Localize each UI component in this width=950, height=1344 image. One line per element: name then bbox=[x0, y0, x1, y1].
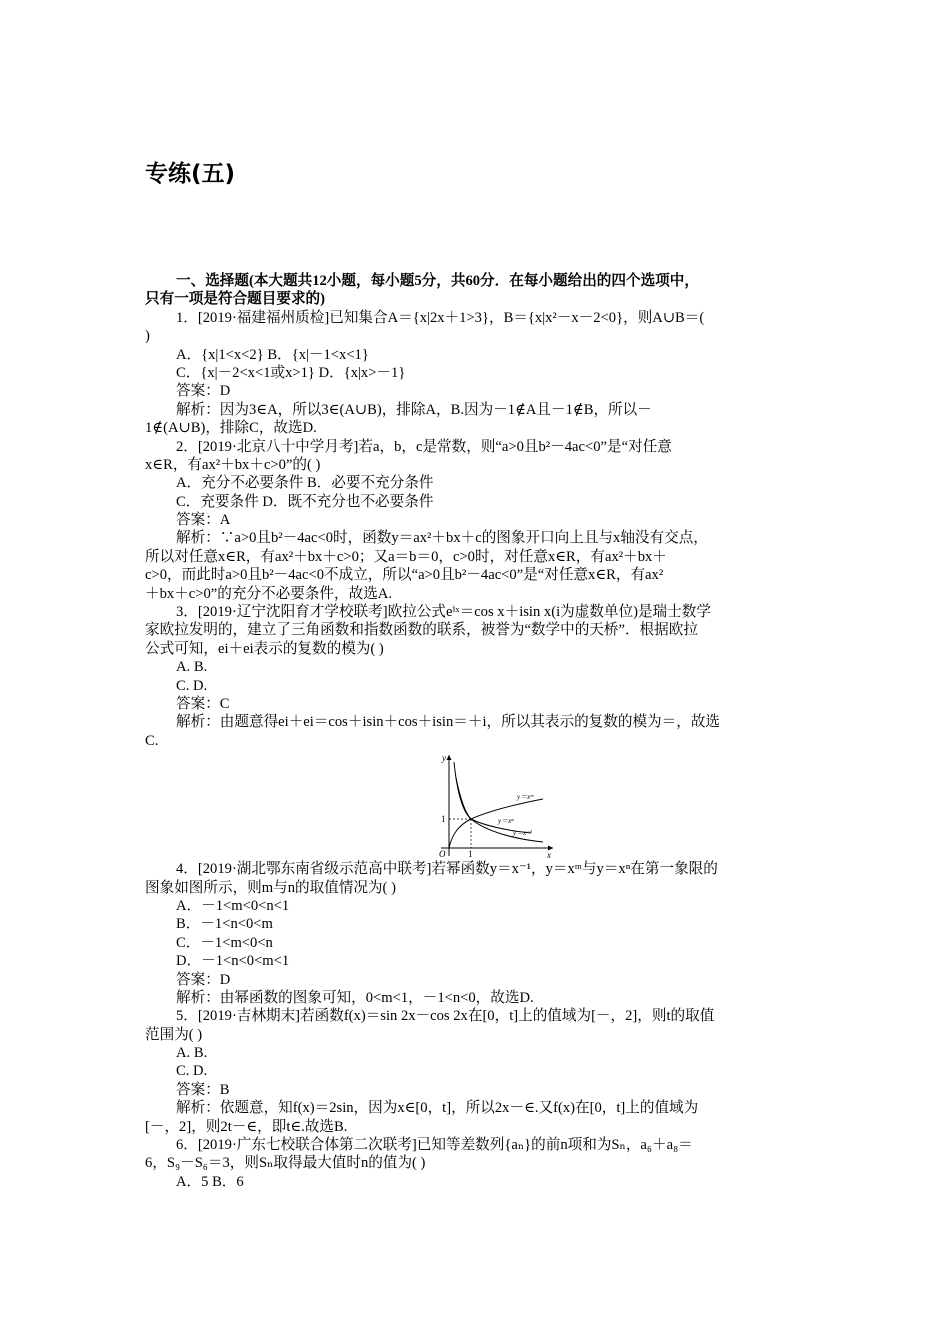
text-line: ＋bx＋c>0”的充分不必要条件，故选A. bbox=[145, 585, 392, 602]
text-line: 公式可知，ei＋ei表示的复数的模为( ) bbox=[145, 640, 384, 657]
text-line: C．－1<m<0<n bbox=[176, 934, 273, 951]
text-line: C．{x|－2<x<1或x>1} D．{x|x>－1} bbox=[176, 364, 406, 381]
text-line: A. B. bbox=[176, 659, 208, 676]
text-line: c>0，而此时a>0且b²－4ac<0不成立，所以“a>0且b²－4ac<0”是“对任意x∈R，有ax² bbox=[145, 567, 664, 584]
text-line: 解析：依题意，知f(x)＝2sin，因为x∈[0，t]，所以2x－∈.又f(x)在[0，t]上的值域为 bbox=[176, 1100, 699, 1117]
text-line: 答案：D bbox=[176, 971, 231, 988]
page-title: 专练(五) bbox=[145, 161, 236, 187]
text-line: 6，S₉－S₆＝3，则Sₙ取得最大值时n的值为( ) bbox=[145, 1155, 426, 1172]
curve-inverse-label: y＝x⁻¹ bbox=[513, 829, 533, 838]
text-line: 解析：∵a>0且b²－4ac<0时，函数y＝ax²＋bx＋c的图象开口向上且与x轴没有交点， bbox=[176, 530, 708, 547]
text-line: B．－1<n<0<m bbox=[176, 916, 273, 933]
power-function-graph bbox=[435, 752, 555, 858]
curve-m-label: y＝xᵐ bbox=[517, 793, 534, 802]
x-axis-label: x bbox=[547, 850, 551, 859]
text-line: 家欧拉发明的，建立了三角函数和指数函数的联系，被誉为“数学中的天桥”．根据欧拉 bbox=[145, 622, 698, 639]
power-function-figure bbox=[145, 750, 807, 860]
text-line: 解析：因为3∈A，所以3∈(A∪B)，排除A，B.因为－1∉A且－1∉B，所以－ bbox=[176, 401, 652, 418]
x-tick-1: 1 bbox=[468, 849, 473, 859]
text-line: C. bbox=[145, 732, 159, 749]
text-line: 答案：C bbox=[176, 695, 230, 712]
text-line: 一、选择题(本大题共12小题，每小题5分，共60分．在每小题给出的四个选项中， bbox=[176, 273, 699, 289]
text-line: A. B. bbox=[176, 1045, 208, 1062]
text-line: 范围为( ) bbox=[145, 1026, 203, 1043]
text-line: C. D. bbox=[176, 1063, 208, 1080]
text-line: A．5 B．6 bbox=[176, 1173, 244, 1190]
text-line: 所以对任意x∈R，有ax²＋bx＋c>0；又a＝b＝0，c>0时，对任意x∈R，有ax²＋bx＋ bbox=[145, 548, 667, 565]
text-line: C. D. bbox=[176, 677, 208, 694]
text-line: 解析：由题意得ei＋ei＝cos＋isin＋cos＋isin＝＋i，所以其表示的复数的模为＝，故选 bbox=[176, 714, 721, 731]
text-line: 图象如图所示，则m与n的取值情况为( ) bbox=[145, 879, 396, 896]
y-axis-arrow bbox=[447, 755, 452, 760]
text-line: 5．[2019·吉林期末]若函数f(x)＝sin 2x－cos 2x在[0，t]上的值域为[－，2]，则t的取值 bbox=[176, 1008, 715, 1025]
text-line: A．充分不必要条件 B．必要不充分条件 bbox=[176, 475, 434, 492]
text-line: 1∉(A∪B)，排除C，故选D. bbox=[145, 420, 317, 437]
text-line: 答案：B bbox=[176, 1081, 230, 1098]
text-line: 2．[2019·北京八十中学月考]若a，b，c是常数，则“a>0且b²－4ac<0”是“对任意 bbox=[176, 438, 672, 455]
text-line: 答案：A bbox=[176, 512, 231, 529]
y-tick-1: 1 bbox=[441, 814, 446, 825]
document-body bbox=[145, 272, 807, 1191]
text-line: 4．[2019·湖北鄂东南省级示范高中联考]若幂函数y＝x⁻¹，y＝xᵐ与y＝xⁿ在第一象限的 bbox=[176, 861, 718, 878]
text-line: 3．[2019·辽宁沈阳育才学校联考]欧拉公式eⁱˣ＝cos x＋isin x(i为虚数单位)是瑞士数学 bbox=[176, 604, 711, 621]
text-line: A．－1<m<0<n<1 bbox=[176, 897, 290, 914]
text-line: A．{x|1<x<2} B．{x|－1<x<1} bbox=[176, 346, 369, 363]
text-line: ) bbox=[145, 328, 150, 345]
text-line: 只有一项是符合题目要求的) bbox=[145, 291, 325, 308]
origin-label: O bbox=[439, 849, 446, 859]
text-line: 解析：由幂函数的图象可知，0<m<1，－1<n<0，故选D. bbox=[176, 989, 534, 1006]
text-line: D．－1<n<0<m<1 bbox=[176, 953, 290, 970]
text-line: 1．[2019·福建福州质检]已知集合A＝{x|2x＋1>3}，B＝{x|x²－x－2<0}，则A∪B＝( bbox=[176, 309, 705, 326]
text-line: x∈R，有ax²＋bx＋c>0”的( ) bbox=[145, 456, 321, 473]
text-line: 答案：D bbox=[176, 383, 231, 400]
curve-n-label: y＝xⁿ bbox=[498, 817, 514, 826]
text-line: [－，2]，则2t－∈，即t∈.故选B. bbox=[145, 1118, 348, 1135]
curve-n bbox=[456, 778, 531, 833]
text-line: C．充要条件 D．既不充分也不必要条件 bbox=[176, 493, 434, 510]
text-line: 6．[2019·广东七校联合体第二次联考]已知等差数列{aₙ}的前n项和为Sₙ，a₆＋a₈＝ bbox=[176, 1137, 693, 1154]
y-axis-label: y bbox=[442, 753, 446, 764]
